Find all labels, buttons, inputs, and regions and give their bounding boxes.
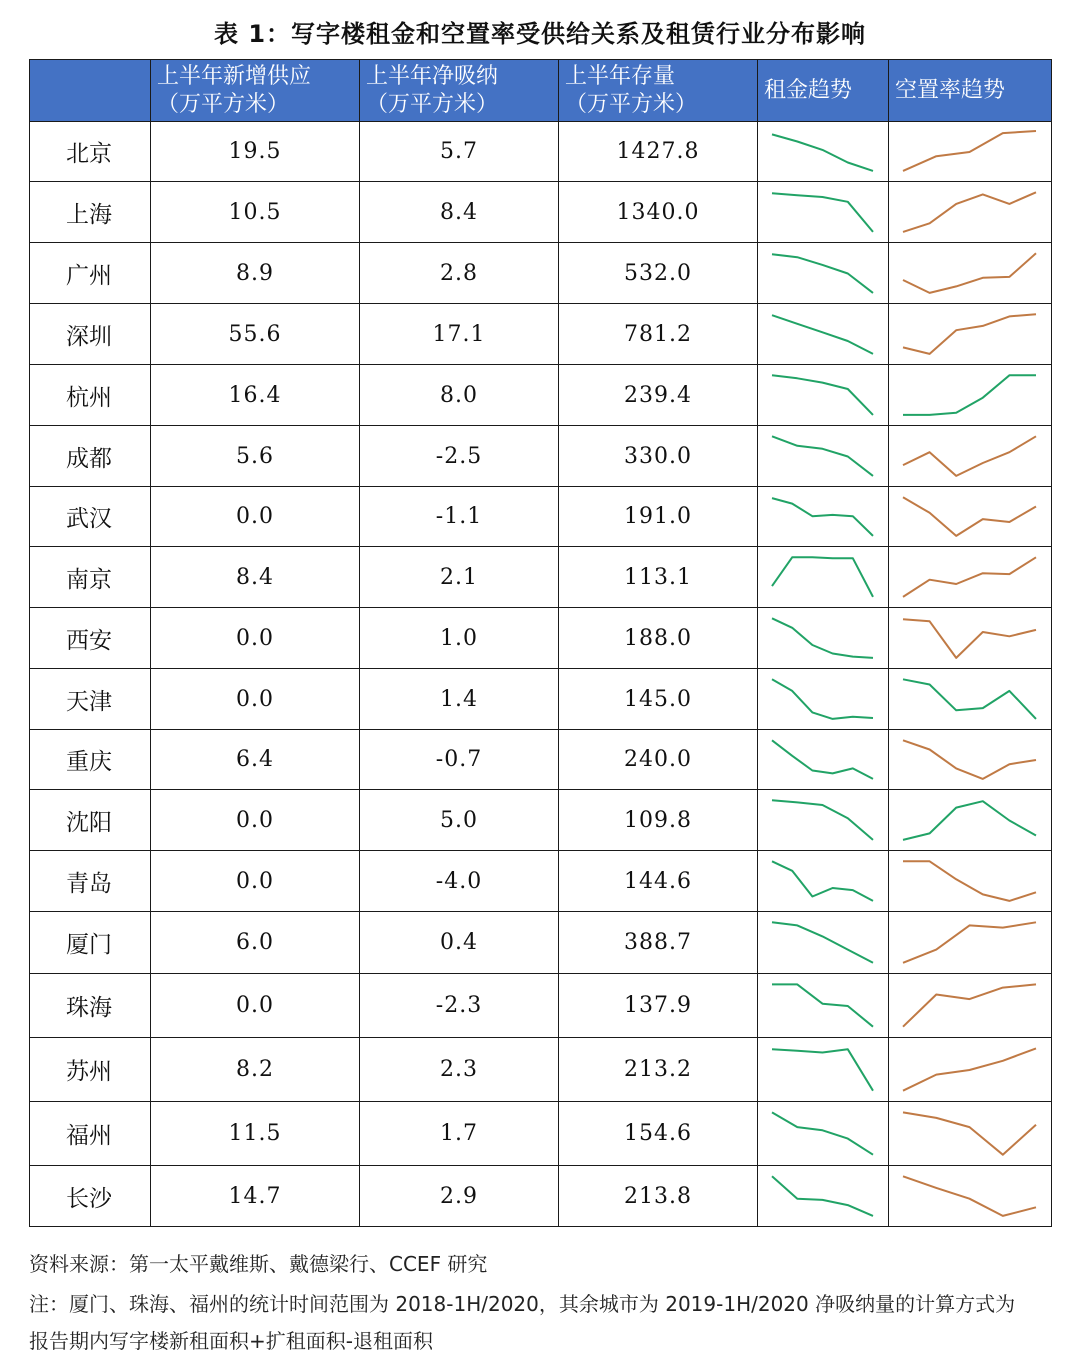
cell-rent-trend <box>758 122 889 182</box>
vacancy-sparkline <box>889 366 1050 425</box>
vacancy-sparkline-line <box>903 253 1036 293</box>
rent-sparkline <box>758 183 887 242</box>
vacancy-sparkline-line <box>903 1112 1036 1154</box>
vacancy-sparkline <box>889 975 1050 1037</box>
vacancy-sparkline <box>889 913 1050 973</box>
vacancy-sparkline-line <box>903 557 1036 597</box>
vacancy-sparkline-line <box>903 131 1036 171</box>
table-row <box>30 974 1052 1038</box>
page-title: 表 1：写字楼租金和空置率受供给关系及租赁行业分布影响 <box>213 20 867 48</box>
cell-city: 厦门 <box>30 912 151 974</box>
vacancy-sparkline-line <box>903 922 1036 963</box>
vacancy-sparkline-line <box>903 314 1036 354</box>
rent-sparkline-line <box>772 984 873 1026</box>
cell-city: 广州 <box>30 243 151 304</box>
table-row <box>30 790 1052 851</box>
cell-rent-trend <box>758 669 889 730</box>
rent-sparkline-line <box>772 254 873 293</box>
cell-city: 成都 <box>30 426 151 487</box>
rent-sparkline <box>758 488 887 546</box>
cell-rent-trend <box>758 1102 889 1166</box>
rent-sparkline-line <box>772 557 873 597</box>
rent-sparkline <box>758 305 887 364</box>
rent-sparkline <box>758 975 887 1037</box>
cell-vacancy-trend <box>889 243 1052 304</box>
cell-vacancy-trend <box>889 304 1052 365</box>
cell-rent-trend <box>758 1038 889 1102</box>
vacancy-sparkline <box>889 609 1050 668</box>
cell-stock: 137.9 <box>559 974 758 1038</box>
cell-vacancy-trend <box>889 365 1052 426</box>
cell-rent-trend <box>758 243 889 304</box>
table-row <box>30 547 1052 608</box>
cell-supply: 0.0 <box>151 790 360 851</box>
cell-rent-trend <box>758 365 889 426</box>
rent-sparkline <box>758 913 887 973</box>
cell-supply: 6.4 <box>151 730 360 790</box>
definition-note: 报告期内写字楼新租面积+扩租面积-退租面积 <box>29 1329 433 1353</box>
cell-city: 沈阳 <box>30 790 151 851</box>
cell-supply: 8.9 <box>151 243 360 304</box>
table-row <box>30 851 1052 912</box>
cell-absorption: -0.7 <box>360 730 559 790</box>
rent-sparkline <box>758 791 887 850</box>
cell-vacancy-trend <box>889 790 1052 851</box>
rent-sparkline <box>758 609 887 668</box>
cell-rent-trend <box>758 912 889 974</box>
cell-supply: 11.5 <box>151 1102 360 1166</box>
cell-vacancy-trend <box>889 851 1052 912</box>
cell-stock: 532.0 <box>559 243 758 304</box>
cell-rent-trend <box>758 426 889 487</box>
cell-city: 西安 <box>30 608 151 669</box>
vacancy-sparkline <box>889 1103 1050 1165</box>
cell-supply: 0.0 <box>151 851 360 912</box>
cell-city: 苏州 <box>30 1038 151 1102</box>
header-vacancy-trend: 空置率趋势 <box>889 60 1052 122</box>
cell-absorption: 17.1 <box>360 304 559 365</box>
office-market-table <box>29 59 1052 1227</box>
vacancy-sparkline-line <box>903 984 1036 1026</box>
table-row <box>30 1102 1052 1166</box>
cell-city: 长沙 <box>30 1166 151 1227</box>
cell-absorption: 2.8 <box>360 243 559 304</box>
vacancy-sparkline-line <box>903 1176 1036 1216</box>
cell-stock: 388.7 <box>559 912 758 974</box>
cell-city: 南京 <box>30 547 151 608</box>
cell-absorption: 2.3 <box>360 1038 559 1102</box>
source-note: 资料来源：第一太平戴维斯、戴德梁行、CCEF 研究 <box>29 1252 488 1276</box>
rent-sparkline-line <box>772 193 873 232</box>
table-row <box>30 669 1052 730</box>
rent-sparkline-line <box>772 1049 873 1090</box>
cell-rent-trend <box>758 790 889 851</box>
cell-rent-trend <box>758 974 889 1038</box>
vacancy-sparkline <box>889 1167 1050 1226</box>
cell-rent-trend <box>758 608 889 669</box>
cell-stock: 213.8 <box>559 1166 758 1227</box>
vacancy-sparkline-line <box>903 861 1036 901</box>
cell-absorption: 1.0 <box>360 608 559 669</box>
cell-supply: 10.5 <box>151 182 360 243</box>
vacancy-sparkline <box>889 1039 1050 1101</box>
table-row <box>30 487 1052 547</box>
cell-rent-trend <box>758 547 889 608</box>
vacancy-sparkline <box>889 731 1050 789</box>
table-row <box>30 608 1052 669</box>
cell-city: 上海 <box>30 182 151 243</box>
cell-absorption: -1.1 <box>360 487 559 547</box>
rent-sparkline-line <box>772 740 873 779</box>
rent-sparkline <box>758 1103 887 1165</box>
rent-sparkline-line <box>772 375 873 415</box>
table-row <box>30 122 1052 182</box>
cell-vacancy-trend <box>889 122 1052 182</box>
cell-city: 北京 <box>30 122 151 182</box>
cell-supply: 19.5 <box>151 122 360 182</box>
cell-stock: 113.1 <box>559 547 758 608</box>
vacancy-sparkline <box>889 670 1050 729</box>
cell-stock: 109.8 <box>559 790 758 851</box>
vacancy-sparkline-line <box>903 497 1036 536</box>
cell-stock: 1427.8 <box>559 122 758 182</box>
cell-stock: 145.0 <box>559 669 758 730</box>
cell-vacancy-trend <box>889 730 1052 790</box>
cell-absorption: -2.3 <box>360 974 559 1038</box>
cell-absorption: -4.0 <box>360 851 559 912</box>
table-header-row <box>30 60 1052 122</box>
vacancy-sparkline <box>889 488 1050 546</box>
table-row <box>30 426 1052 487</box>
table-row <box>30 912 1052 974</box>
table-row <box>30 182 1052 243</box>
rent-sparkline-line <box>772 1176 873 1216</box>
table-row <box>30 243 1052 304</box>
cell-stock: 240.0 <box>559 730 758 790</box>
header-stock: 上半年存量 （万平方米） <box>559 60 758 122</box>
header-rent-trend: 租金趋势 <box>758 60 889 122</box>
rent-sparkline-line <box>772 800 873 840</box>
vacancy-sparkline-line <box>903 619 1036 658</box>
cell-stock: 239.4 <box>559 365 758 426</box>
cell-city: 深圳 <box>30 304 151 365</box>
header-city <box>30 60 151 122</box>
cell-rent-trend <box>758 182 889 243</box>
cell-absorption: 0.4 <box>360 912 559 974</box>
vacancy-sparkline-line <box>903 1048 1036 1090</box>
rent-sparkline-line <box>772 922 873 963</box>
cell-city: 重庆 <box>30 730 151 790</box>
rent-sparkline-line <box>772 679 873 719</box>
scope-note: 注：厦门、珠海、福州的统计时间范围为 2018-1H/2020，其余城市为 2019-1H/2020 净吸纳量的计算方式为 <box>29 1292 1016 1316</box>
cell-vacancy-trend <box>889 547 1052 608</box>
cell-city: 杭州 <box>30 365 151 426</box>
cell-stock: 1340.0 <box>559 182 758 243</box>
cell-stock: 191.0 <box>559 487 758 547</box>
cell-supply: 55.6 <box>151 304 360 365</box>
cell-stock: 781.2 <box>559 304 758 365</box>
cell-stock: 154.6 <box>559 1102 758 1166</box>
cell-absorption: -2.5 <box>360 426 559 487</box>
cell-rent-trend <box>758 851 889 912</box>
cell-stock: 188.0 <box>559 608 758 669</box>
cell-vacancy-trend <box>889 608 1052 669</box>
cell-city: 武汉 <box>30 487 151 547</box>
rent-sparkline-line <box>772 498 873 536</box>
vacancy-sparkline-line <box>903 801 1036 840</box>
table-row <box>30 365 1052 426</box>
header-absorption: 上半年净吸纳 （万平方米） <box>360 60 559 122</box>
cell-vacancy-trend <box>889 487 1052 547</box>
cell-supply: 8.4 <box>151 547 360 608</box>
cell-vacancy-trend <box>889 426 1052 487</box>
cell-supply: 5.6 <box>151 426 360 487</box>
table-row <box>30 1166 1052 1227</box>
rent-sparkline-line <box>772 315 873 354</box>
cell-supply: 0.0 <box>151 974 360 1038</box>
cell-supply: 8.2 <box>151 1038 360 1102</box>
cell-stock: 330.0 <box>559 426 758 487</box>
rent-sparkline <box>758 427 887 486</box>
table-row <box>30 304 1052 365</box>
vacancy-sparkline <box>889 123 1050 181</box>
cell-vacancy-trend <box>889 912 1052 974</box>
vacancy-sparkline <box>889 852 1050 911</box>
cell-stock: 144.6 <box>559 851 758 912</box>
rent-sparkline-line <box>772 618 873 658</box>
cell-absorption: 8.4 <box>360 182 559 243</box>
rent-sparkline <box>758 670 887 729</box>
vacancy-sparkline-line <box>903 436 1036 476</box>
rent-sparkline <box>758 1167 887 1226</box>
table-row <box>30 1038 1052 1102</box>
cell-rent-trend <box>758 487 889 547</box>
rent-sparkline <box>758 366 887 425</box>
table-row <box>30 730 1052 790</box>
cell-absorption: 5.0 <box>360 790 559 851</box>
rent-sparkline-line <box>772 436 873 476</box>
rent-sparkline <box>758 548 887 607</box>
cell-city: 天津 <box>30 669 151 730</box>
cell-supply: 16.4 <box>151 365 360 426</box>
rent-sparkline <box>758 852 887 911</box>
cell-rent-trend <box>758 730 889 790</box>
rent-sparkline-line <box>772 861 873 901</box>
cell-rent-trend <box>758 1166 889 1227</box>
cell-absorption: 1.4 <box>360 669 559 730</box>
cell-vacancy-trend <box>889 182 1052 243</box>
rent-sparkline <box>758 123 887 181</box>
cell-city: 珠海 <box>30 974 151 1038</box>
rent-sparkline <box>758 1039 887 1101</box>
cell-stock: 213.2 <box>559 1038 758 1102</box>
rent-sparkline-line <box>772 1112 873 1154</box>
cell-supply: 14.7 <box>151 1166 360 1227</box>
rent-sparkline <box>758 731 887 789</box>
vacancy-sparkline <box>889 244 1050 303</box>
cell-city: 青岛 <box>30 851 151 912</box>
vacancy-sparkline <box>889 791 1050 850</box>
vacancy-sparkline-line <box>903 679 1036 719</box>
cell-vacancy-trend <box>889 974 1052 1038</box>
header-supply: 上半年新增供应 （万平方米） <box>151 60 360 122</box>
vacancy-sparkline <box>889 548 1050 607</box>
cell-rent-trend <box>758 304 889 365</box>
vacancy-sparkline <box>889 427 1050 486</box>
cell-absorption: 2.1 <box>360 547 559 608</box>
rent-sparkline-line <box>772 134 873 171</box>
rent-sparkline <box>758 244 887 303</box>
cell-supply: 0.0 <box>151 608 360 669</box>
vacancy-sparkline-line <box>903 740 1036 779</box>
cell-vacancy-trend <box>889 1038 1052 1102</box>
cell-supply: 6.0 <box>151 912 360 974</box>
cell-supply: 0.0 <box>151 487 360 547</box>
cell-city: 福州 <box>30 1102 151 1166</box>
vacancy-sparkline <box>889 305 1050 364</box>
cell-absorption: 8.0 <box>360 365 559 426</box>
cell-vacancy-trend <box>889 669 1052 730</box>
cell-vacancy-trend <box>889 1102 1052 1166</box>
vacancy-sparkline <box>889 183 1050 242</box>
cell-absorption: 5.7 <box>360 122 559 182</box>
cell-supply: 0.0 <box>151 669 360 730</box>
vacancy-sparkline-line <box>903 375 1036 415</box>
cell-absorption: 1.7 <box>360 1102 559 1166</box>
cell-vacancy-trend <box>889 1166 1052 1227</box>
cell-absorption: 2.9 <box>360 1166 559 1227</box>
vacancy-sparkline-line <box>903 192 1036 232</box>
